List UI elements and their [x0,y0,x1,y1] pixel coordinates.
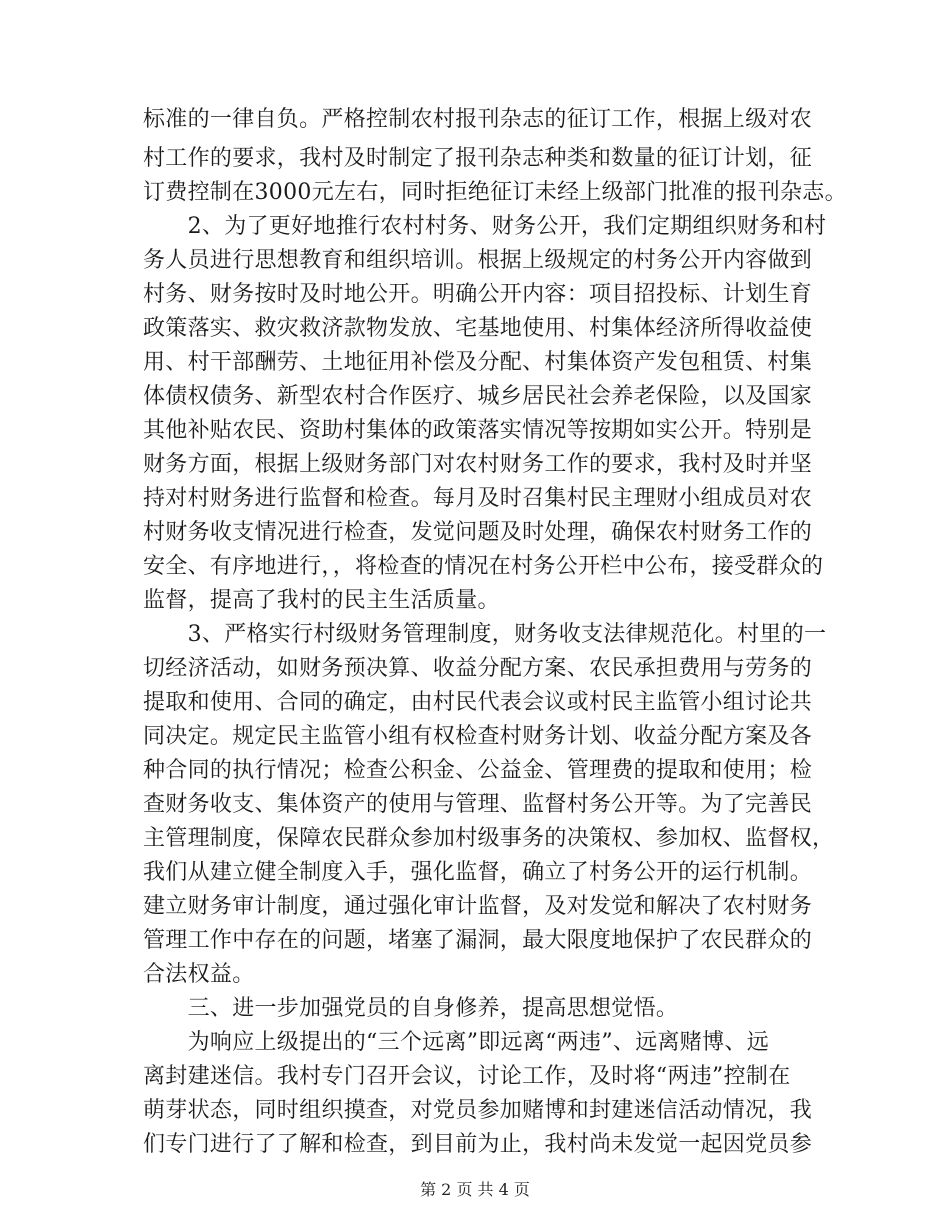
body-text-line: 们专门进行了了解和检查，到目前为止，我村尚未发觉一起因党员参 [143,1132,813,1157]
body-text-line: 离封建迷信。我村专门召开会议，讨论工作，及时将“两违”控制在 [143,1064,791,1089]
body-text-line: 政策落实、救灾救济款物发放、宅基地使用、村集体经济所得收益使 [143,316,813,341]
body-text-line: 为响应上级提出的“三个远离”即远离“两违”、远离赌博、远 [143,1030,769,1055]
body-text-line: 标准的一律自负。严格控制农村报刊杂志的征订工作，根据上级对农 [143,107,813,132]
section-heading: 三、进一步加强党员的自身修养，提高思想觉悟。 [143,996,679,1021]
body-text-line: 村务、财务按时及时地公开。明确公开内容：项目招投标、计划生育 [143,282,813,307]
body-text-line: 主管理制度，保障农民群众参加村级事务的决策权、参加权、监督权， [143,826,835,851]
body-text-line: 2、为了更好地推行农村村务、财务公开，我们定期组织财务和村 [143,214,827,239]
body-text-line: 我们从建立健全制度入手，强化监督，确立了村务公开的运行机制。 [143,860,813,885]
body-text-line: 村工作的要求，我村及时制定了报刊杂志种类和数量的征订计划，征 [143,146,813,171]
body-text-line: 管理工作中存在的问题，堵塞了漏洞，最大限度地保护了农民群众的 [143,928,813,953]
body-text-line: 务人员进行思想教育和组织培训。根据上级规定的村务公开内容做到 [143,248,813,273]
body-text-line: 查财务收支、集体资产的使用与管理、监督村务公开等。为了完善民 [143,792,813,817]
body-text-line: 3、严格实行村级财务管理制度，财务收支法律规范化。村里的一 [143,622,827,647]
body-text-line: 同决定。规定民主监管小组有权检查村财务计划、收益分配方案及各 [143,724,813,749]
body-text-line: 萌芽状态，同时组织摸查，对党员参加赌博和封建迷信活动情况，我 [143,1098,813,1123]
body-text-line: 建立财务审计制度，通过强化审计监督，及对发觉和解决了农村财务 [143,894,813,919]
body-text-line: 财务方面，根据上级财务部门对农村财务工作的要求，我村及时并坚 [143,452,813,477]
body-text-line: 合法权益。 [143,962,255,987]
body-text-line: 监督，提高了我村的民主生活质量。 [143,588,500,613]
body-text-line: 村财务收支情况进行检查，发觉问题及时处理，确保农村财务工作的 [143,520,813,545]
body-text-line: 其他补贴农民、资助村集体的政策落实情况等按期如实公开。特别是 [143,418,813,443]
body-text-line: 体债权债务、新型农村合作医疗、城乡居民社会养老保险，以及国家 [143,384,813,409]
body-text-line: 订费控制在3000元左右，同时拒绝征订未经上级部门批准的报刊杂志。 [143,180,847,205]
body-text-line: 用、村干部酬劳、土地征用补偿及分配、村集体资产发包租赁、村集 [143,350,813,375]
body-text-line: 持对村财务进行监督和检查。每月及时召集村民主理财小组成员对农 [143,486,813,511]
body-text-line: 安全、有序地进行，，将检查的情况在村务公开栏中公布，接受群众的 [143,554,824,579]
body-text-line: 提取和使用、合同的确定，由村民代表会议或村民主监管小组讨论共 [143,690,813,715]
page-number-footer: 第 2 页 共 4 页 [420,1180,530,1199]
body-text-line: 种合同的执行情况；检查公积金、公益金、管理费的提取和使用；检 [143,758,813,783]
body-text-line: 切经济活动，如财务预决算、收益分配方案、农民承担费用与劳务的 [143,656,813,681]
